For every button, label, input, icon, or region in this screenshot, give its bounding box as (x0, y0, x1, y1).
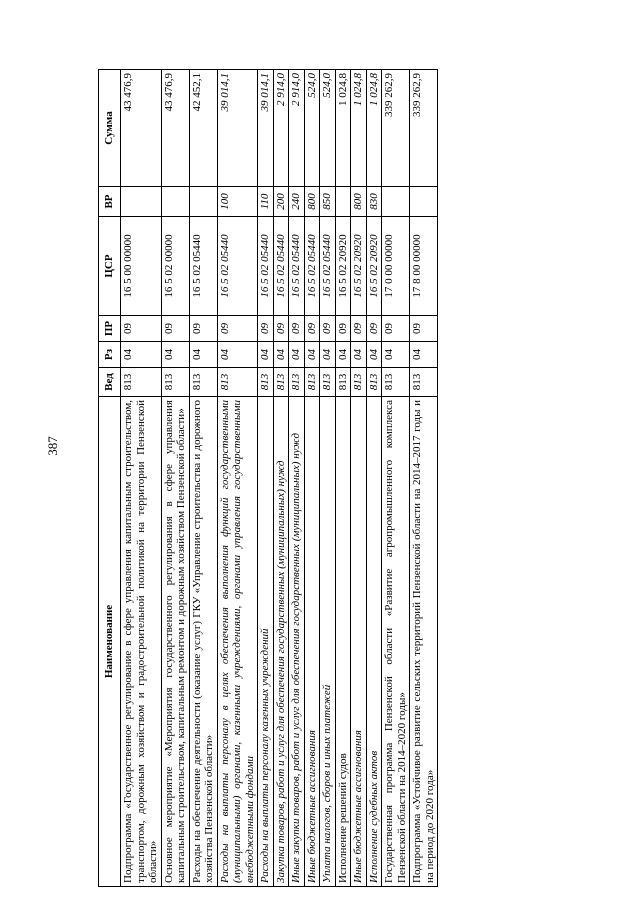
cell-vr (121, 187, 162, 217)
rotated-table-container (98, 70, 509, 887)
table-row (366, 70, 382, 887)
header-ved: Вед (99, 368, 121, 397)
cell-sum: 43 476,9 (161, 70, 189, 187)
cell-ved: 813 (335, 368, 351, 397)
cell-sum: 1 024,8 (335, 70, 351, 187)
cell-vr: 800 (351, 187, 367, 217)
cell-sum: 2 914,0 (273, 70, 289, 187)
cell-vr (335, 187, 351, 217)
cell-rz: 04 (320, 342, 336, 368)
cell-pr: 09 (351, 316, 367, 342)
cell-name: Расходы на выплаты персоналу казенных учреждений (258, 397, 274, 887)
cell-pr: 09 (304, 316, 320, 342)
cell-csr: 16 5 02 05440 (320, 217, 336, 316)
cell-name: Подпрограмма «Государственное регулирование в сфере управления капитальным строительством, транспортом, дорожным хозяйством и градостроительной политикой на территории Пензенской области» (121, 397, 162, 887)
cell-sum: 39 014,1 (258, 70, 274, 187)
cell-vr (161, 187, 189, 217)
cell-sum: 1 024,8 (366, 70, 382, 187)
header-rz: Рз (99, 342, 121, 368)
header-sum: Сумма (99, 70, 121, 187)
cell-rz: 04 (273, 342, 289, 368)
cell-name: Расходы на обеспечение деятельности (оказание услуг) ГКУ «Управление строительства и дорожного хозяйства Пензенской области» (189, 397, 217, 887)
cell-name: Исполнение судебных актов (366, 397, 382, 887)
cell-ved: 813 (189, 368, 217, 397)
cell-ved: 813 (289, 368, 305, 397)
cell-rz: 04 (289, 342, 305, 368)
table-row (351, 70, 367, 887)
table-header-row (99, 70, 121, 887)
cell-name: Иные бюджетные ассигнования (351, 397, 367, 887)
cell-ved: 813 (258, 368, 274, 397)
table-row (161, 70, 189, 887)
cell-vr (410, 187, 438, 217)
table-row (304, 70, 320, 887)
cell-sum: 39 014,1 (217, 70, 258, 187)
cell-csr: 17 8 00 00000 (410, 217, 438, 316)
cell-csr: 16 5 02 05440 (258, 217, 274, 316)
table-row (289, 70, 305, 887)
cell-ved: 813 (217, 368, 258, 397)
cell-ved: 813 (273, 368, 289, 397)
cell-pr: 09 (289, 316, 305, 342)
cell-csr: 16 5 02 20920 (351, 217, 367, 316)
cell-vr: 830 (366, 187, 382, 217)
table-row (410, 70, 438, 887)
cell-sum: 339 262,9 (410, 70, 438, 187)
cell-rz: 04 (382, 342, 410, 368)
cell-ved: 813 (121, 368, 162, 397)
table-row (217, 70, 258, 887)
header-pr: ПР (99, 316, 121, 342)
cell-pr: 09 (258, 316, 274, 342)
table-row (320, 70, 336, 887)
cell-csr: 16 5 02 05440 (217, 217, 258, 316)
cell-rz: 04 (335, 342, 351, 368)
table-row (335, 70, 351, 887)
cell-sum: 524,0 (320, 70, 336, 187)
cell-csr: 16 5 02 20920 (335, 217, 351, 316)
cell-pr: 09 (320, 316, 336, 342)
cell-rz: 04 (121, 342, 162, 368)
cell-csr: 16 5 00 00000 (121, 217, 162, 316)
cell-rz: 04 (351, 342, 367, 368)
cell-name: Исполнение решений судов (335, 397, 351, 887)
cell-sum: 43 476,9 (121, 70, 162, 187)
table-row (121, 70, 162, 887)
cell-pr: 09 (121, 316, 162, 342)
table-row (273, 70, 289, 887)
table-body (121, 70, 438, 887)
header-csr: ЦСР (99, 217, 121, 316)
cell-vr (382, 187, 410, 217)
budget-table (98, 69, 438, 887)
cell-vr: 100 (217, 187, 258, 217)
cell-vr (189, 187, 217, 217)
cell-name: Государственная программа Пензенской области «Развитие агропромышленного комплекса Пензенской области на 2014–2020 годы» (382, 397, 410, 887)
cell-vr: 110 (258, 187, 274, 217)
cell-vr: 200 (273, 187, 289, 217)
cell-ved: 813 (366, 368, 382, 397)
cell-ved: 813 (161, 368, 189, 397)
cell-name: Иные бюджетные ассигнования (304, 397, 320, 887)
cell-name: Подпрограмма «Устойчивое развитие сельских территорий Пензенской области на 2014–2017 годы и на период до 2020 года» (410, 397, 438, 887)
cell-rz: 04 (410, 342, 438, 368)
cell-rz: 04 (189, 342, 217, 368)
cell-rz: 04 (304, 342, 320, 368)
cell-rz: 04 (366, 342, 382, 368)
table-row (258, 70, 274, 887)
cell-name: Закупка товаров, работ и услуг для обеспечения государственных (муниципальных) нужд (273, 397, 289, 887)
cell-vr: 240 (289, 187, 305, 217)
table-row (382, 70, 410, 887)
cell-csr: 16 5 02 20920 (366, 217, 382, 316)
cell-rz: 04 (217, 342, 258, 368)
cell-csr: 16 5 02 05440 (289, 217, 305, 316)
cell-csr: 16 5 02 00000 (161, 217, 189, 316)
cell-vr: 850 (320, 187, 336, 217)
cell-ved: 813 (320, 368, 336, 397)
cell-ved: 813 (410, 368, 438, 397)
cell-name: Уплата налогов, сборов и иных платежей (320, 397, 336, 887)
cell-sum: 42 452,1 (189, 70, 217, 187)
cell-pr: 09 (382, 316, 410, 342)
cell-sum: 524,0 (304, 70, 320, 187)
cell-sum: 1 024,8 (351, 70, 367, 187)
page-number: 387 (45, 436, 60, 456)
cell-rz: 04 (161, 342, 189, 368)
cell-ved: 813 (304, 368, 320, 397)
cell-csr: 16 5 02 05440 (273, 217, 289, 316)
cell-csr: 16 5 02 05440 (189, 217, 217, 316)
cell-name: Расходы на выплаты персоналу в целях обеспечения выполнения функций государственными (муниципальными) органами, казенными учреждениями, органами управления государственными внебюджетными фондами (217, 397, 258, 887)
header-vr: ВР (99, 187, 121, 217)
cell-pr: 09 (366, 316, 382, 342)
cell-pr: 09 (189, 316, 217, 342)
cell-sum: 339 262,9 (382, 70, 410, 187)
cell-pr: 09 (273, 316, 289, 342)
cell-csr: 17 0 00 00000 (382, 217, 410, 316)
cell-ved: 813 (351, 368, 367, 397)
cell-name: Основное мероприятие «Мероприятия государственного регулирования в сфере управления капитальным строительством, капитальным ремонтом и дорожным хозяйством Пензенской области» (161, 397, 189, 887)
cell-pr: 09 (217, 316, 258, 342)
cell-vr: 800 (304, 187, 320, 217)
cell-sum: 2 914,0 (289, 70, 305, 187)
cell-csr: 16 5 02 05440 (304, 217, 320, 316)
cell-pr: 09 (335, 316, 351, 342)
header-name: Наименование (99, 397, 121, 887)
cell-pr: 09 (161, 316, 189, 342)
cell-pr: 09 (410, 316, 438, 342)
table-row (189, 70, 217, 887)
cell-rz: 04 (258, 342, 274, 368)
cell-name: Иные закупки товаров, работ и услуг для обеспечения государственных (муниципальных) нужд (289, 397, 305, 887)
cell-ved: 813 (382, 368, 410, 397)
